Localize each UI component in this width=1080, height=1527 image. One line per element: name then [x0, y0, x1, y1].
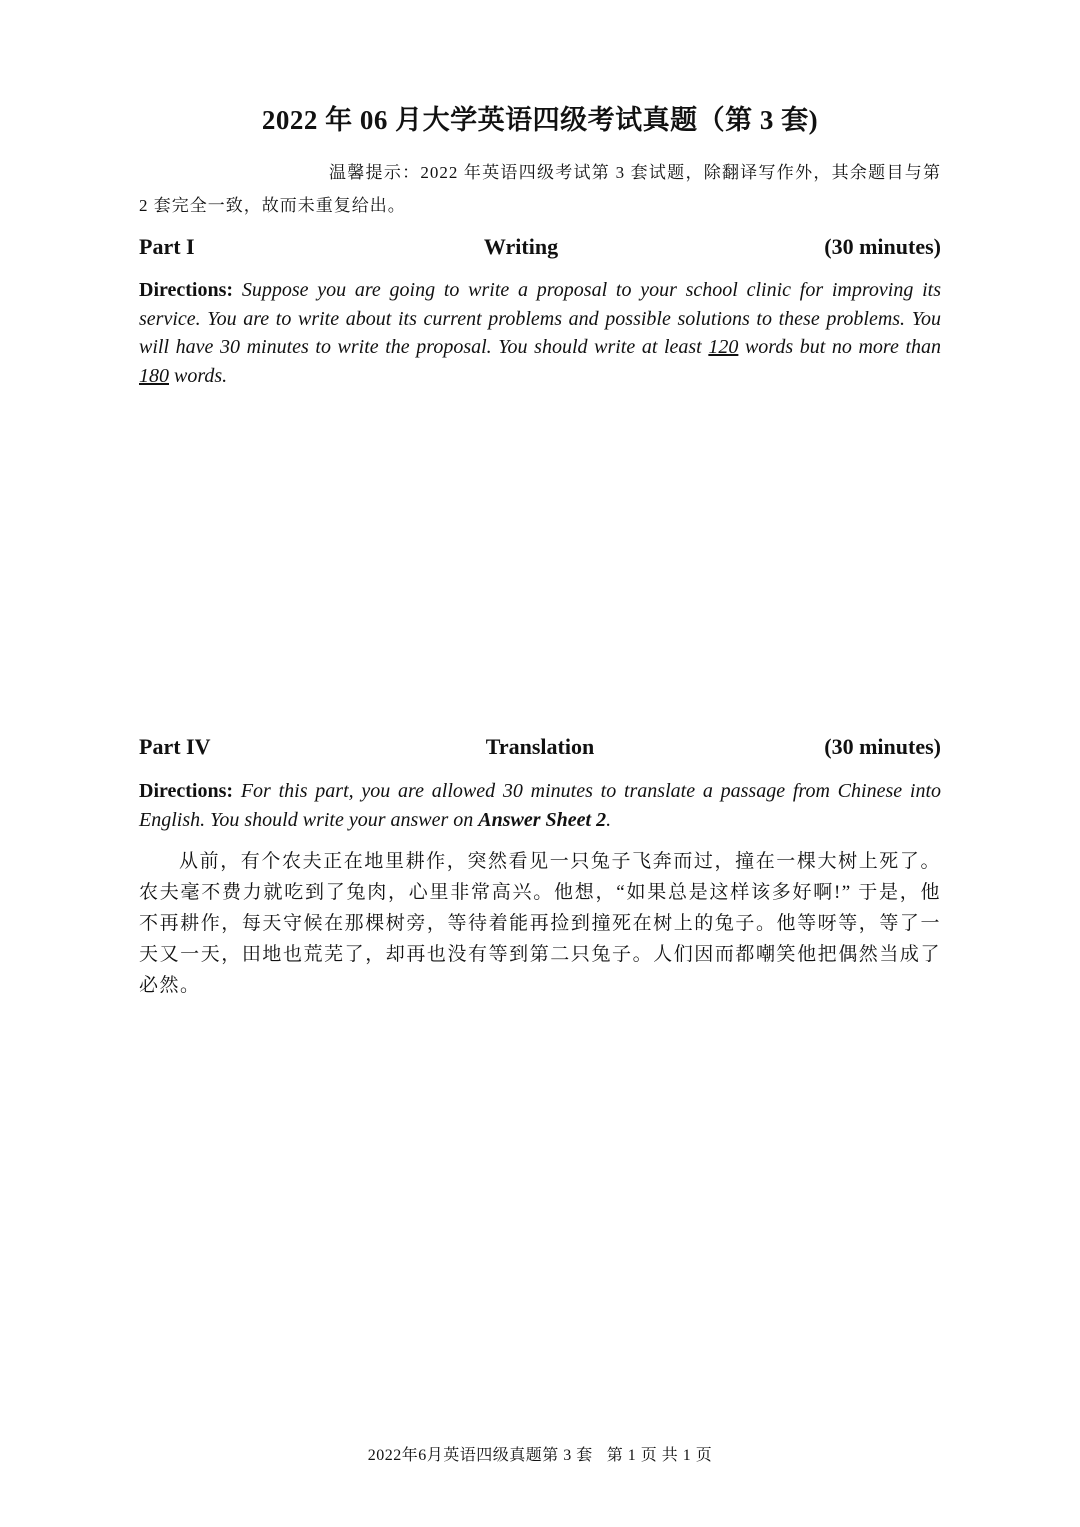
- writing-directions: [139, 276, 941, 390]
- page-footer: [0, 1442, 1080, 1465]
- writing-min-words: 120: [708, 336, 739, 358]
- translation-directions: [139, 777, 941, 834]
- footer-page-info: 第 1 页 共 1 页: [606, 1447, 713, 1464]
- writing-directions-label: Directions:: [139, 279, 234, 301]
- translation-directions-text-2: .: [606, 808, 612, 831]
- translation-passage: 从前，有个农夫正在地里耕作，突然看见一只兔子飞奔而过，撞在一棵大树上死了。农夫毫不费力就吃到了兔肉，心里非常高兴。他想，“如果总是这样该多好啊!” 于是，他不再耕作，每天守候在那棵树旁，等待着能再捡到撞死在树上的兔子。他等呀等，等了一天又一天，田地也荒芜了，却再也没有等到第二只兔子。人们因而都嘲笑他把偶然当成了必然。: [139, 851, 941, 996]
- writing-header: [139, 234, 941, 264]
- footer-label: 2022年6月英语四级真题第 3 套: [367, 1447, 593, 1464]
- translation-part-label: Part IV: [139, 734, 211, 759]
- notice-text: 温馨提示：2022 年英语四级考试第 3 套试题，除翻译写作外，其余题目与第 2 套完全一致，故而未重复给出。: [139, 163, 941, 215]
- translation-directions-label: Directions:: [139, 780, 234, 802]
- writing-directions-text-2: words but no more than: [738, 336, 942, 358]
- page-title: 2022 年 06 月大学英语四级考试真题（第 3 套): [261, 105, 819, 135]
- writing-section-title: Writing: [483, 234, 559, 259]
- translation-header: [139, 734, 941, 764]
- writing-directions-text-1: Suppose you are going to write a proposal to your school clinic for improving its service. You are to write about its current problems and possible solutions to these problems. You will have 30 minutes to write the proposal. You should write at least: [139, 279, 941, 358]
- writing-directions-text-3: words.: [169, 364, 228, 387]
- writing-max-words: 180: [139, 364, 169, 387]
- translation-time-limit: (30 minutes): [824, 734, 941, 759]
- translation-directions-text-1: For this part, you are allowed 30 minutes to translate a passage from Chinese into English. You should write your answer on: [139, 780, 941, 831]
- answer-sheet-label: Answer Sheet 2: [478, 808, 607, 831]
- translation-section-title: Translation: [485, 734, 595, 759]
- writing-part-label: Part I: [139, 234, 195, 259]
- writing-time-limit: (30 minutes): [824, 234, 941, 259]
